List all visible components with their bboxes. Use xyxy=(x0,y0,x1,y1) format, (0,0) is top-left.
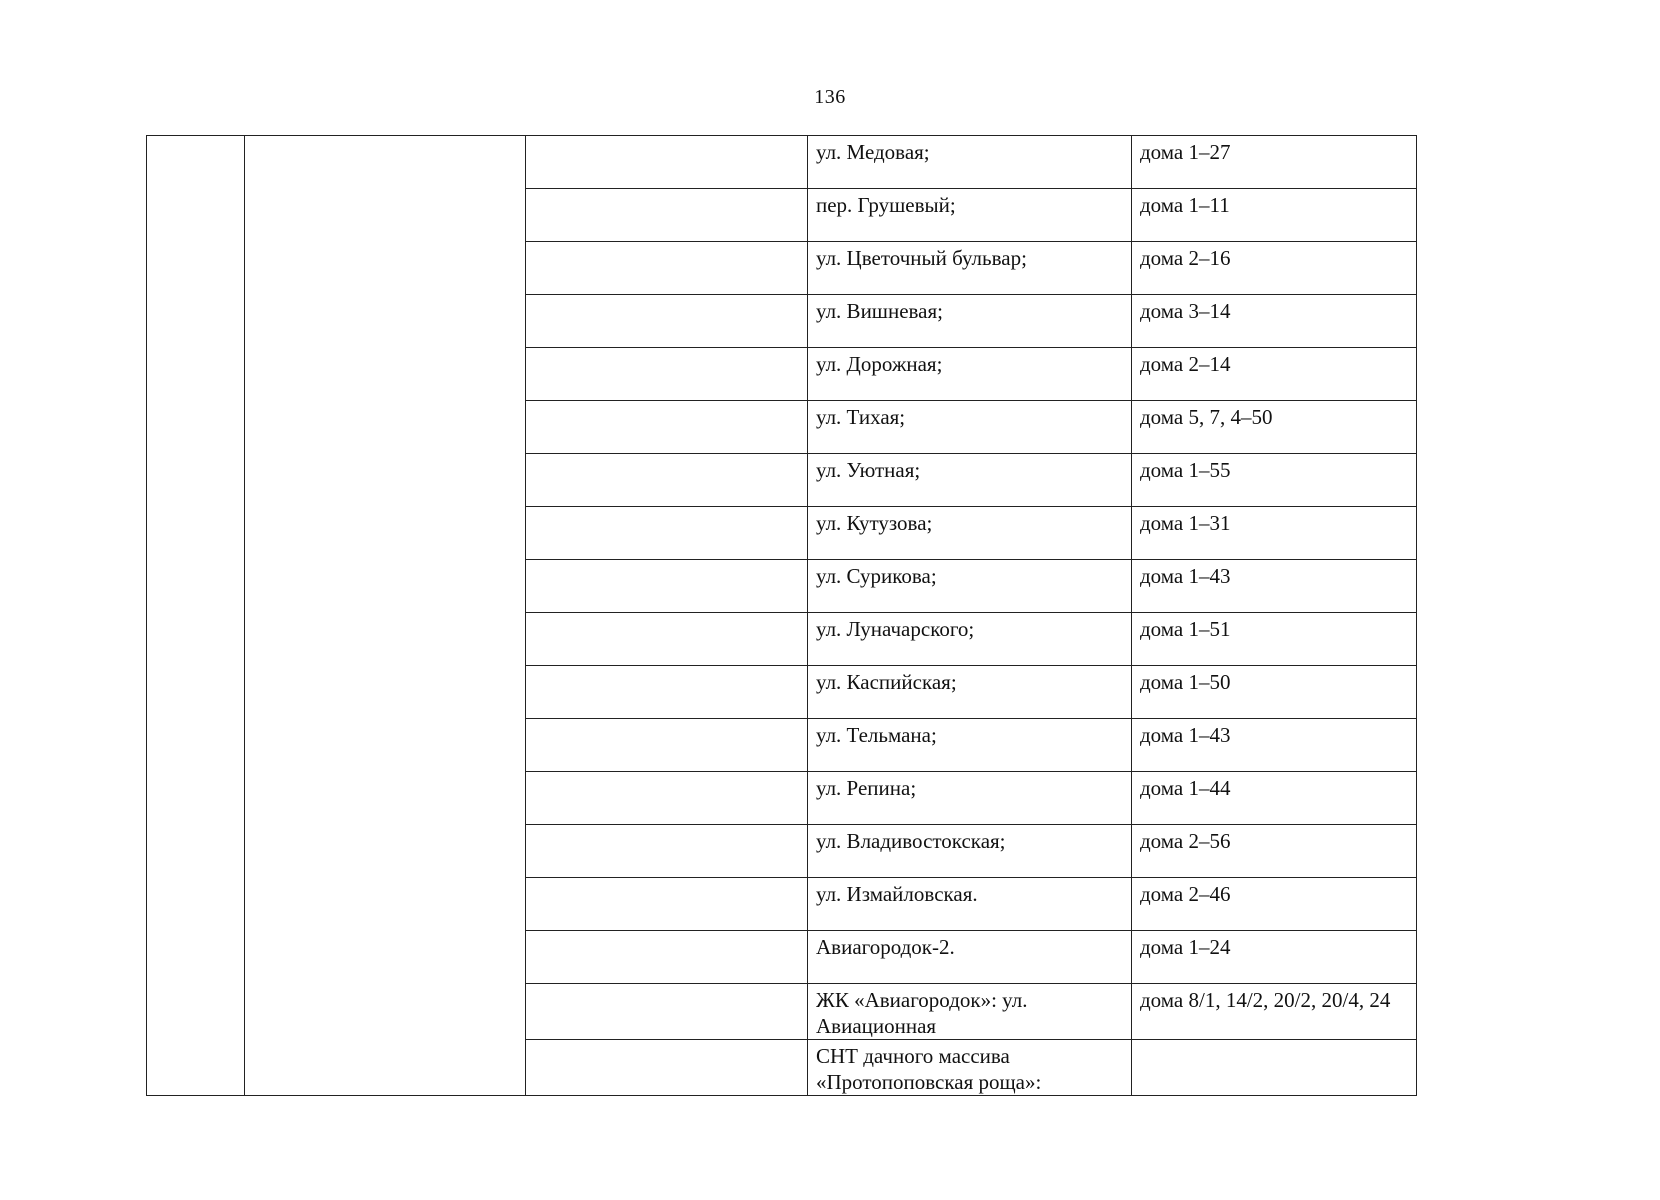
street-cell: ул. Тихая; xyxy=(808,401,1132,454)
settlement-cell xyxy=(526,136,808,189)
settlement-cell xyxy=(526,454,808,507)
number-column-cell xyxy=(147,136,245,1096)
settlement-cell xyxy=(526,242,808,295)
settlement-cell xyxy=(526,348,808,401)
address-table-body xyxy=(147,136,1417,1096)
houses-cell: дома 8/1, 14/2, 20/2, 20/4, 24 xyxy=(1132,984,1417,1040)
page-number: 136 xyxy=(814,86,846,108)
street-cell: пер. Грушевый; xyxy=(808,189,1132,242)
settlement-cell xyxy=(526,878,808,931)
settlement-cell xyxy=(526,772,808,825)
houses-cell: дома 3–14 xyxy=(1132,295,1417,348)
settlement-cell xyxy=(526,1040,808,1096)
houses-cell: дома 2–46 xyxy=(1132,878,1417,931)
houses-cell: дома 2–16 xyxy=(1132,242,1417,295)
settlement-cell xyxy=(526,825,808,878)
street-cell: Авиагородок-2. xyxy=(808,931,1132,984)
street-cell: ул. Тельмана; xyxy=(808,719,1132,772)
houses-cell: дома 1–31 xyxy=(1132,507,1417,560)
houses-cell: дома 1–24 xyxy=(1132,931,1417,984)
houses-cell: дома 1–55 xyxy=(1132,454,1417,507)
street-cell: ул. Каспийская; xyxy=(808,666,1132,719)
settlement-cell xyxy=(526,666,808,719)
houses-cell: дома 1–51 xyxy=(1132,613,1417,666)
street-cell: ул. Кутузова; xyxy=(808,507,1132,560)
street-cell: ул. Медовая; xyxy=(808,136,1132,189)
street-cell: ул. Измайловская. xyxy=(808,878,1132,931)
street-cell: ул. Дорожная; xyxy=(808,348,1132,401)
street-cell: СНТ дачного массива «Протопоповская роща»: xyxy=(808,1040,1132,1096)
houses-cell: дома 1–11 xyxy=(1132,189,1417,242)
address-table xyxy=(146,135,1417,1096)
settlement-cell xyxy=(526,295,808,348)
street-cell: ул. Репина; xyxy=(808,772,1132,825)
street-cell: ул. Владивостокская; xyxy=(808,825,1132,878)
table-row xyxy=(147,136,1417,189)
houses-cell: дома 1–44 xyxy=(1132,772,1417,825)
settlement-cell xyxy=(526,560,808,613)
settlement-cell xyxy=(526,984,808,1040)
settlement-cell xyxy=(526,719,808,772)
street-cell: ул. Цветочный бульвар; xyxy=(808,242,1132,295)
houses-cell: дома 5, 7, 4–50 xyxy=(1132,401,1417,454)
street-cell: ул. Вишневая; xyxy=(808,295,1132,348)
street-cell: ул. Сурикова; xyxy=(808,560,1132,613)
settlement-cell xyxy=(526,931,808,984)
street-cell: ЖК «Авиагородок»: ул. Авиационная xyxy=(808,984,1132,1040)
district-column-cell xyxy=(245,136,526,1096)
settlement-cell xyxy=(526,507,808,560)
street-cell: ул. Уютная; xyxy=(808,454,1132,507)
houses-cell: дома 1–50 xyxy=(1132,666,1417,719)
settlement-cell xyxy=(526,401,808,454)
houses-cell: дома 1–43 xyxy=(1132,719,1417,772)
houses-cell: дома 1–27 xyxy=(1132,136,1417,189)
settlement-cell xyxy=(526,189,808,242)
houses-cell: дома 1–43 xyxy=(1132,560,1417,613)
settlement-cell xyxy=(526,613,808,666)
houses-cell: дома 2–56 xyxy=(1132,825,1417,878)
houses-cell xyxy=(1132,1040,1417,1096)
houses-cell: дома 2–14 xyxy=(1132,348,1417,401)
street-cell: ул. Луначарского; xyxy=(808,613,1132,666)
